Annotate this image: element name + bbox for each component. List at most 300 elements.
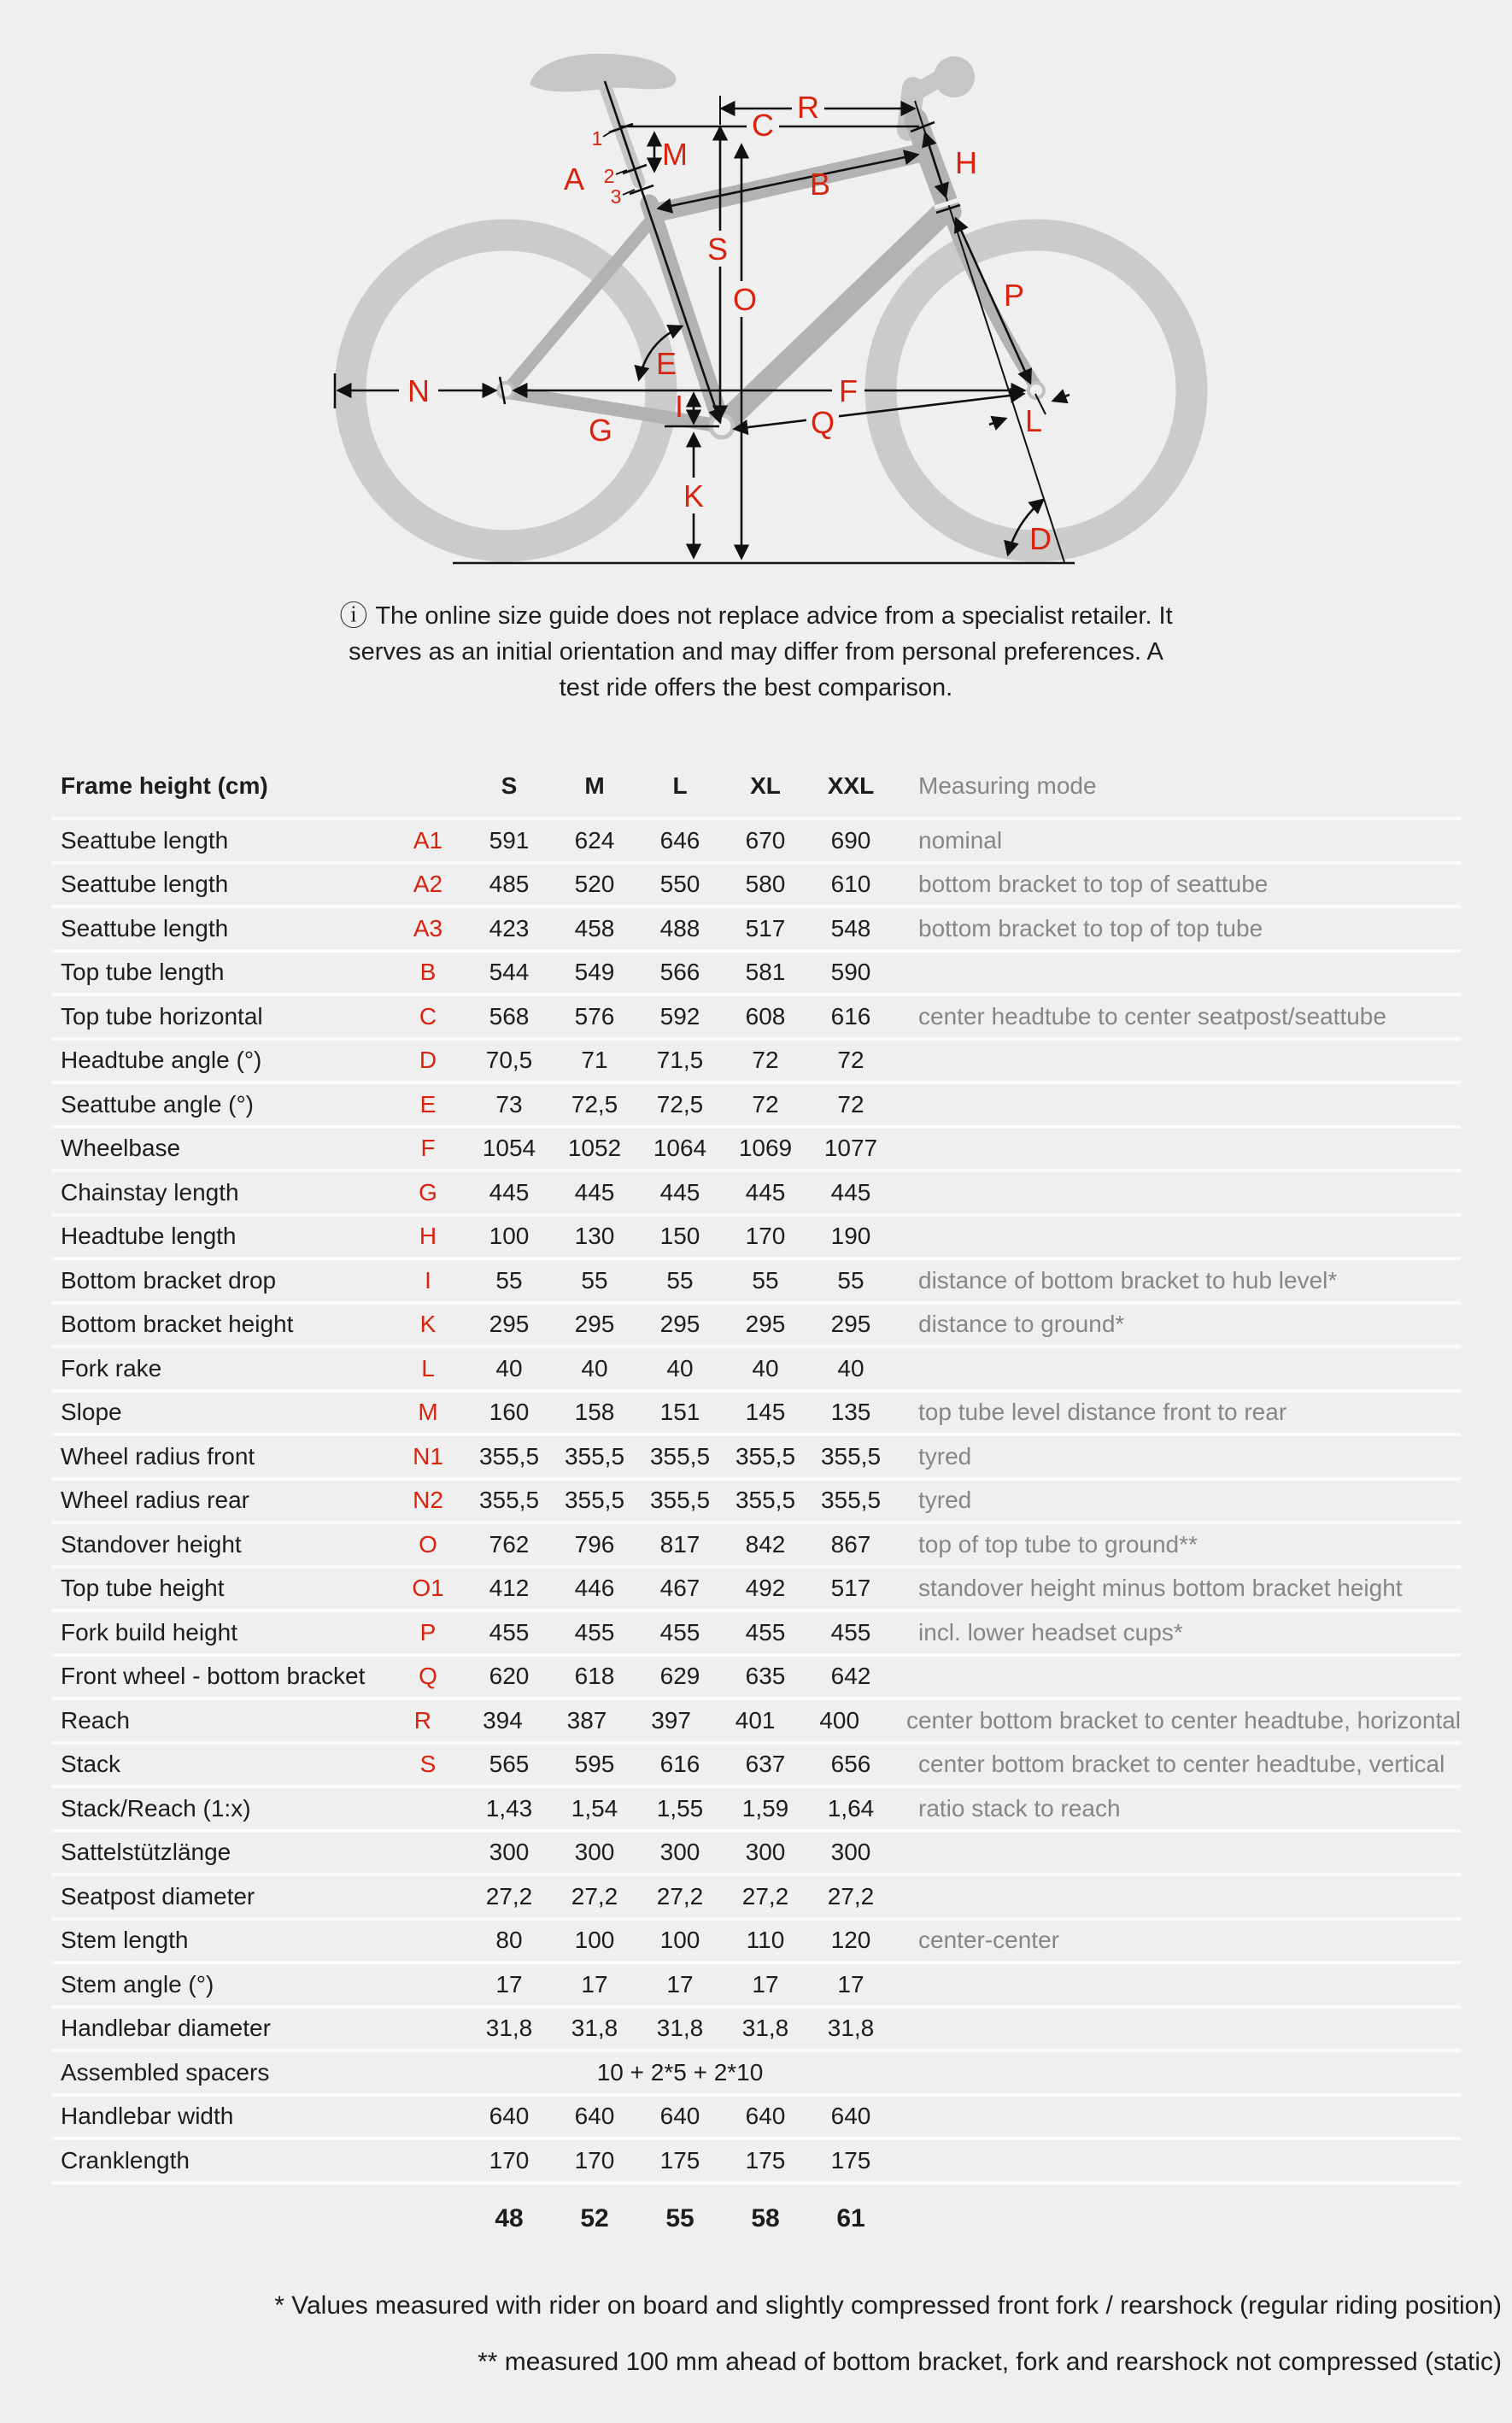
row-value: 55 [495,1266,523,1294]
table-row [51,1569,1461,1613]
row-value: 401 [735,1706,776,1734]
row-value: 445 [745,1178,786,1206]
row-value: 151 [659,1399,700,1426]
row-value: 72,5 [656,1090,704,1118]
table-row [51,1393,1461,1437]
row-value: 55 [837,1266,864,1294]
row-value: 1054 [482,1135,536,1162]
row-label: Stack/Reach (1:x) [61,1794,251,1822]
row-label: Seattube length [61,826,229,854]
row-value: 31,8 [827,2015,875,2042]
table-row [51,953,1461,997]
diagram-tick-label-2: 2 [603,165,615,187]
diagram-label-s: S [706,232,729,267]
row-value: 355,5 [820,1487,882,1514]
row-value: 412 [489,1575,530,1602]
header-measuring-mode: Measuring mode [918,772,1097,799]
row-value: 1,59 [741,1794,789,1822]
row-letter: E [419,1090,437,1118]
header-col-xl: XL [750,772,781,799]
row-label: Handlebar width [61,2103,234,2130]
row-letter: N2 [413,1487,443,1514]
row-value: 592 [659,1002,700,1030]
row-value: 55 [752,1266,779,1294]
table-row [51,1964,1461,2009]
row-value: 17 [752,1970,779,1998]
row-label: Bottom bracket drop [61,1266,277,1294]
row-value: 455 [830,1618,871,1646]
row-letter: O [419,1530,437,1558]
row-value: 40 [837,1354,864,1382]
row-value: 55 [666,1266,694,1294]
diagram-label-k: K [683,478,705,513]
row-value: 520 [574,871,615,898]
diagram-label-h: H [955,145,977,180]
row-value: 355,5 [649,1487,711,1514]
row-value: 355,5 [564,1442,625,1470]
diagram-label-g: G [588,413,613,448]
diagram-label-a: A [563,161,585,197]
row-value: 71 [581,1047,608,1074]
row-value: 616 [659,1751,700,1778]
row-value: 31,8 [571,2015,618,2042]
size-value-xxl: 61 [836,2203,865,2232]
row-label: Seattube length [61,871,229,898]
info-text-3: test ride offers the best comparison. [559,674,953,701]
row-value: 492 [745,1575,786,1602]
row-label: Stack [61,1751,121,1778]
row-label: Headtube length [61,1223,237,1250]
row-value: 72 [837,1047,864,1074]
row-value: 160 [489,1399,530,1426]
row-value: 355,5 [820,1442,882,1470]
footnote-single-asterisk: * Values measured with rider on board and slightly compressed front fork / rearshock (regular riding position) [274,2291,1502,2320]
row-value: 170 [489,2146,530,2174]
row-value: 458 [574,914,615,942]
row-value: 423 [489,914,530,942]
row-value: 71,5 [656,1047,704,1074]
l-arrow-inner [989,419,1005,425]
diagram-label-p: P [1003,278,1025,313]
table-row [51,1745,1461,1789]
row-value: 145 [745,1399,786,1426]
row-measuring: tyred [918,1487,972,1514]
row-value: 670 [745,826,786,854]
row-value: 295 [745,1311,786,1338]
row-value: 70,5 [485,1047,533,1074]
row-letter: F [420,1135,436,1162]
row-value: 550 [659,871,700,898]
row-value: 566 [659,959,700,986]
row-letter: C [419,1002,437,1030]
table-row [51,1921,1461,1965]
row-value: 300 [745,1839,786,1866]
row-measuring: center bottom bracket to center headtube, horizontal [905,1706,1462,1734]
row-label: Seattube angle (°) [61,1090,255,1118]
info-text-1: The online size guide does not replace advice from a specialist retailer. It [375,602,1173,630]
row-label: Handlebar diameter [61,2015,271,2042]
table-row [51,996,1461,1041]
row-label: Slope [61,1399,122,1426]
table-row [51,1041,1461,1085]
diagram-label-f: F [839,373,858,408]
row-measuring: bottom bracket to top of seattube [918,871,1269,898]
info-text-2: serves as an initial orientation and may differ from personal preferences. A [349,638,1163,666]
row-value: 295 [574,1311,615,1338]
row-measuring: distance to ground* [918,1311,1125,1338]
diagram-label-n: N [407,373,430,408]
row-value: 817 [659,1530,700,1558]
row-measuring: tyred [918,1442,972,1470]
row-value: 397 [651,1706,691,1734]
a-leader-1 [603,130,614,137]
row-value: 394 [483,1706,523,1734]
row-value-span: 10 + 2*5 + 2*10 [596,2058,764,2086]
row-measuring: standover height minus bottom bracket height [918,1575,1403,1602]
table-row [51,1788,1461,1833]
row-label: Chainstay length [61,1178,239,1206]
row-label: Seatpost diameter [61,1882,255,1910]
row-value: 27,2 [485,1882,533,1910]
row-value: 762 [489,1530,530,1558]
table-row [51,2097,1461,2141]
table-row [51,865,1461,909]
info-line-1 [0,596,1512,634]
table-row [51,1524,1461,1569]
diagram-label-c: C [752,108,774,143]
row-letter: H [419,1223,437,1250]
head-tube [916,120,950,212]
row-letter: A3 [413,914,443,942]
row-value: 72,5 [571,1090,618,1118]
row-value: 80 [495,1927,523,1954]
row-label: Fork build height [61,1618,238,1646]
row-label: Assembled spacers [61,2058,270,2086]
geometry-table [51,755,1461,2243]
row-label: Fork rake [61,1354,162,1382]
table-row [51,2140,1461,2185]
row-measuring: top tube level distance front to rear [918,1399,1287,1426]
row-value: 355,5 [478,1442,540,1470]
row-value: 17 [666,1970,694,1998]
header-col-xxl: XXL [827,772,875,799]
row-value: 31,8 [741,2015,789,2042]
row-value: 1077 [823,1135,878,1162]
row-value: 1064 [653,1135,707,1162]
row-value: 616 [830,1002,871,1030]
row-letter: P [419,1618,437,1646]
table-row [51,2009,1461,2053]
row-value: 445 [489,1178,530,1206]
row-value: 27,2 [571,1882,618,1910]
row-value: 31,8 [656,2015,704,2042]
table-row [51,1348,1461,1393]
row-value: 73 [495,1090,523,1118]
row-value: 40 [495,1354,523,1382]
row-measuring: center bottom bracket to center headtube, vertical [918,1751,1445,1778]
footnote-double-asterisk: ** measured 100 mm ahead of bottom bracket, fork and rearshock not compressed (static) [478,2348,1502,2376]
chainstay [507,392,722,426]
row-value: 27,2 [827,1882,875,1910]
table-row [51,1657,1461,1701]
info-icon: ⓘ [339,600,368,631]
header-frame-height: Frame height (cm) [61,772,268,799]
row-measuring: distance of bottom bracket to hub level* [918,1266,1338,1294]
row-value: 642 [830,1663,871,1690]
row-value: 565 [489,1751,530,1778]
row-value: 387 [566,1706,607,1734]
row-value: 40 [581,1354,608,1382]
row-value: 590 [830,959,871,986]
row-value: 445 [574,1178,615,1206]
row-value: 100 [574,1927,615,1954]
size-value-s: 48 [495,2203,524,2232]
row-letter: L [421,1354,435,1382]
row-value: 467 [659,1575,700,1602]
row-value: 295 [659,1311,700,1338]
row-value: 355,5 [735,1487,796,1514]
row-value: 100 [659,1927,700,1954]
header-col-s: S [501,772,518,799]
row-value: 867 [830,1530,871,1558]
row-value: 455 [489,1618,530,1646]
row-letter: B [419,959,437,986]
row-label: Wheelbase [61,1135,181,1162]
row-value: 100 [489,1223,530,1250]
diagram-label-d: D [1029,521,1052,556]
row-letter: O1 [412,1575,444,1602]
row-measuring: nominal [918,826,1003,854]
row-label: Stem angle (°) [61,1970,214,1998]
row-letter: A2 [413,871,443,898]
row-label: Seattube length [61,914,229,942]
table-row [51,1129,1461,1173]
diagram-label-q: Q [810,405,835,440]
frame-sizes-row [51,2195,1461,2243]
row-value: 55 [581,1266,608,1294]
row-value: 300 [830,1839,871,1866]
diagram-labels [399,89,1052,556]
row-value: 295 [489,1311,530,1338]
row-label: Reach [61,1706,130,1734]
row-letter: N1 [413,1442,443,1470]
row-value: 40 [666,1354,694,1382]
diagram-label-r: R [797,90,819,125]
row-value: 624 [574,826,615,854]
row-value: 175 [659,2146,700,2174]
row-value: 796 [574,1530,615,1558]
row-letter: R [413,1706,431,1734]
handlebar-grip [934,56,975,97]
table-row [51,1612,1461,1657]
row-value: 400 [819,1706,860,1734]
row-value: 618 [574,1663,615,1690]
bike-geometry-diagram [0,0,1512,590]
row-value: 549 [574,959,615,986]
diagram-label-e: E [655,346,677,381]
table-row [51,1436,1461,1481]
row-value: 355,5 [564,1487,625,1514]
size-value-m: 52 [580,2203,609,2232]
row-value: 300 [574,1839,615,1866]
row-letter: M [418,1399,438,1426]
table-row [51,1876,1461,1921]
row-label: Stem length [61,1927,189,1954]
table-row [51,1172,1461,1217]
row-label: Sattelstützlänge [61,1839,231,1866]
dim-b [659,155,917,208]
row-value: 595 [574,1751,615,1778]
row-value: 355,5 [478,1487,540,1514]
row-value: 1,55 [656,1794,704,1822]
table-header [51,755,1461,820]
row-value: 17 [581,1970,608,1998]
diagram-label-l: L [1024,403,1043,438]
row-value: 591 [489,826,530,854]
row-value: 608 [745,1002,786,1030]
row-measuring: top of top tube to ground** [918,1530,1198,1558]
table-row [51,820,1461,865]
row-letter: Q [419,1663,437,1690]
row-value: 27,2 [741,1882,789,1910]
diagram-tick-label-1: 1 [591,127,603,150]
row-letter: K [419,1311,437,1338]
row-label: Top tube horizontal [61,1002,263,1030]
row-value: 17 [495,1970,523,1998]
header-col-m: M [584,772,605,799]
row-value: 1,64 [827,1794,875,1822]
size-value-l: 55 [665,2203,694,2232]
row-label: Wheel radius front [61,1442,255,1470]
row-letter: D [419,1047,437,1074]
info-note [0,596,1512,706]
row-value: 620 [489,1663,530,1690]
l-arrow-outer [1053,395,1070,401]
row-value: 1,43 [485,1794,533,1822]
row-label: Wheel radius rear [61,1487,249,1514]
row-measuring: ratio stack to reach [918,1794,1121,1822]
row-label: Top tube height [61,1575,225,1602]
row-value: 40 [752,1354,779,1382]
row-value: 455 [745,1618,786,1646]
row-value: 568 [489,1002,530,1030]
table-rows [51,820,1461,2185]
row-label: Bottom bracket height [61,1311,294,1338]
row-value: 72 [752,1090,779,1118]
row-value: 170 [745,1223,786,1250]
row-label: Standover height [61,1530,242,1558]
row-measuring: center headtube to center seatpost/seattube [918,1002,1386,1030]
row-value: 629 [659,1663,700,1690]
row-value: 1052 [567,1135,622,1162]
table-row [51,2052,1461,2097]
row-value: 130 [574,1223,615,1250]
row-value: 690 [830,826,871,854]
row-value: 485 [489,871,530,898]
row-value: 175 [830,2146,871,2174]
row-label: Front wheel - bottom bracket [61,1663,366,1690]
row-value: 170 [574,2146,615,2174]
table-row [51,1260,1461,1305]
size-value-xl: 58 [751,2203,780,2232]
row-letter: G [419,1178,437,1206]
row-value: 580 [745,871,786,898]
row-value: 175 [745,2146,786,2174]
row-value: 158 [574,1399,615,1426]
row-value: 300 [489,1839,530,1866]
row-value: 72 [752,1047,779,1074]
row-value: 576 [574,1002,615,1030]
row-value: 640 [489,2103,530,2130]
row-value: 150 [659,1223,700,1250]
row-value: 135 [830,1399,871,1426]
row-value: 300 [659,1839,700,1866]
row-value: 1,54 [571,1794,618,1822]
row-value: 517 [745,914,786,942]
row-value: 581 [745,959,786,986]
table-row [51,1481,1461,1525]
row-value: 656 [830,1751,871,1778]
row-value: 445 [659,1178,700,1206]
diagram-label-o: O [732,282,758,317]
row-value: 355,5 [649,1442,711,1470]
row-value: 355,5 [735,1442,796,1470]
row-value: 1069 [738,1135,793,1162]
row-value: 27,2 [656,1882,704,1910]
row-measuring: center-center [918,1927,1059,1954]
row-value: 445 [830,1178,871,1206]
row-value: 517 [830,1575,871,1602]
row-letter: A1 [413,826,443,854]
row-value: 72 [837,1090,864,1118]
table-row [51,1700,1461,1745]
row-label: Cranklength [61,2146,190,2174]
row-value: 190 [830,1223,871,1250]
table-row [51,908,1461,953]
row-value: 488 [659,914,700,942]
row-value: 455 [659,1618,700,1646]
row-value: 635 [745,1663,786,1690]
row-label: Headtube angle (°) [61,1047,262,1074]
row-value: 640 [659,2103,700,2130]
row-value: 548 [830,914,871,942]
table-row [51,1217,1461,1261]
row-measuring: bottom bracket to top of top tube [918,914,1263,942]
row-letter: I [425,1266,431,1294]
header-col-l: L [672,772,688,799]
row-value: 544 [489,959,530,986]
row-value: 295 [830,1311,871,1338]
row-letter: S [419,1751,437,1778]
row-label: Top tube length [61,959,225,986]
row-value: 110 [746,1927,785,1954]
row-value: 640 [830,2103,871,2130]
diagram-tick-label-3: 3 [610,185,622,208]
row-value: 31,8 [485,2015,533,2042]
row-value: 842 [745,1530,786,1558]
row-value: 120 [830,1927,871,1954]
row-value: 637 [745,1751,786,1778]
row-value: 610 [830,871,871,898]
row-value: 446 [574,1575,615,1602]
row-value: 646 [659,826,700,854]
row-measuring: incl. lower headset cups* [918,1618,1183,1646]
row-value: 17 [837,1970,864,1998]
diagram-label-m: M [662,137,688,172]
row-value: 455 [574,1618,615,1646]
table-row [51,1084,1461,1129]
diagram-label-b: B [809,167,831,202]
